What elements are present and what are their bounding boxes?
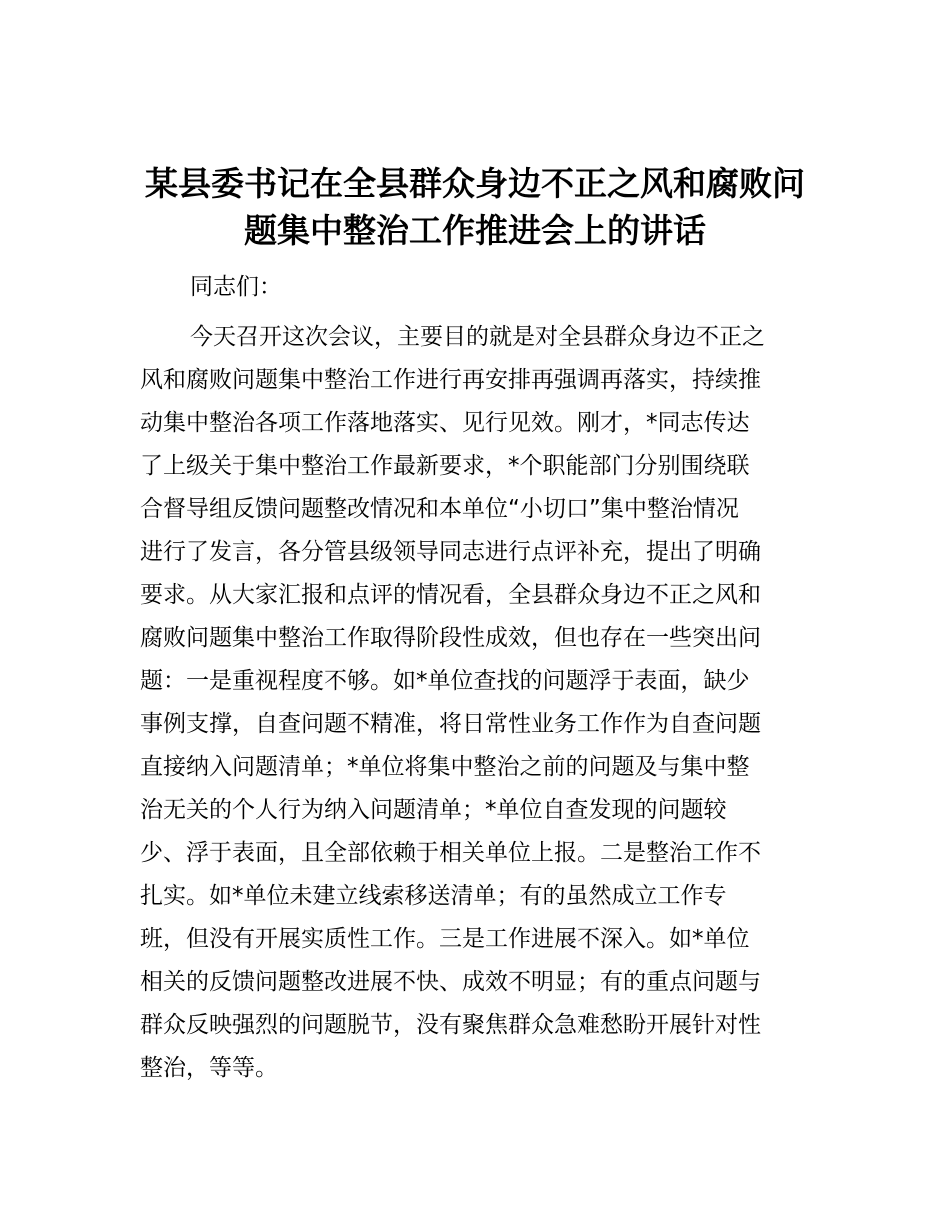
paragraph-line: 题：一是重视程度不够。如*单位查找的问题浮于表面，缺少 [140,668,750,694]
title-line: 某县委书记在全县群众身边不正之风和腐败问 [145,164,805,203]
paragraph-line: 少、浮于表面，且全部依赖于相关单位上报。二是整治工作不 [140,840,761,866]
paragraph-line: 合督导组反馈问题整改情况和本单位“小切口”集中整治情况 [140,496,739,522]
paragraph-line: 了上级关于集中整治工作最新要求，*个职能部门分别围绕联 [140,453,750,479]
paragraph-line: 动集中整治各项工作落地落实、见行见效。刚才，*同志传达 [140,410,750,436]
salutation: 同志们： [190,274,282,300]
paragraph-line: 事例支撑，自查问题不精准，将日常性业务工作作为自查问题 [140,711,761,737]
title-line: 题集中整治工作推进会上的讲话 [244,211,706,250]
paragraph-line: 要求。从大家汇报和点评的情况看，全县群众身边不正之风和 [140,582,761,608]
paragraph-line: 直接纳入问题清单；*单位将集中整治之前的问题及与集中整 [140,754,750,780]
paragraph-line: 群众反映强烈的问题脱节，没有聚焦群众急难愁盼开展针对性 [140,1012,761,1038]
document-title [140,160,810,254]
body-paragraph [140,316,830,1090]
paragraph-line: 整治，等等。 [140,1055,278,1081]
paragraph-line: 风和腐败问题集中整治工作进行再安排再强调再落实，持续推 [140,367,761,393]
paragraph-line: 相关的反馈问题整改进展不快、成效不明显；有的重点问题与 [140,969,761,995]
paragraph-line: 班，但没有开展实质性工作。三是工作进展不深入。如*单位 [140,926,750,952]
paragraph-line: 治无关的个人行为纳入问题清单；*单位自查发现的问题较 [140,797,727,823]
paragraph-line: 进行了发言，各分管县级领导同志进行点评补充，提出了明确 [140,539,761,565]
paragraph-line: 腐败问题集中整治工作取得阶段性成效，但也存在一些突出问 [140,625,761,651]
paragraph-line: 今天召开这次会议，主要目的就是对全县群众身边不正之 [190,324,765,350]
paragraph-line: 扎实。如*单位未建立线索移送清单；有的虽然成立工作专 [140,883,727,909]
